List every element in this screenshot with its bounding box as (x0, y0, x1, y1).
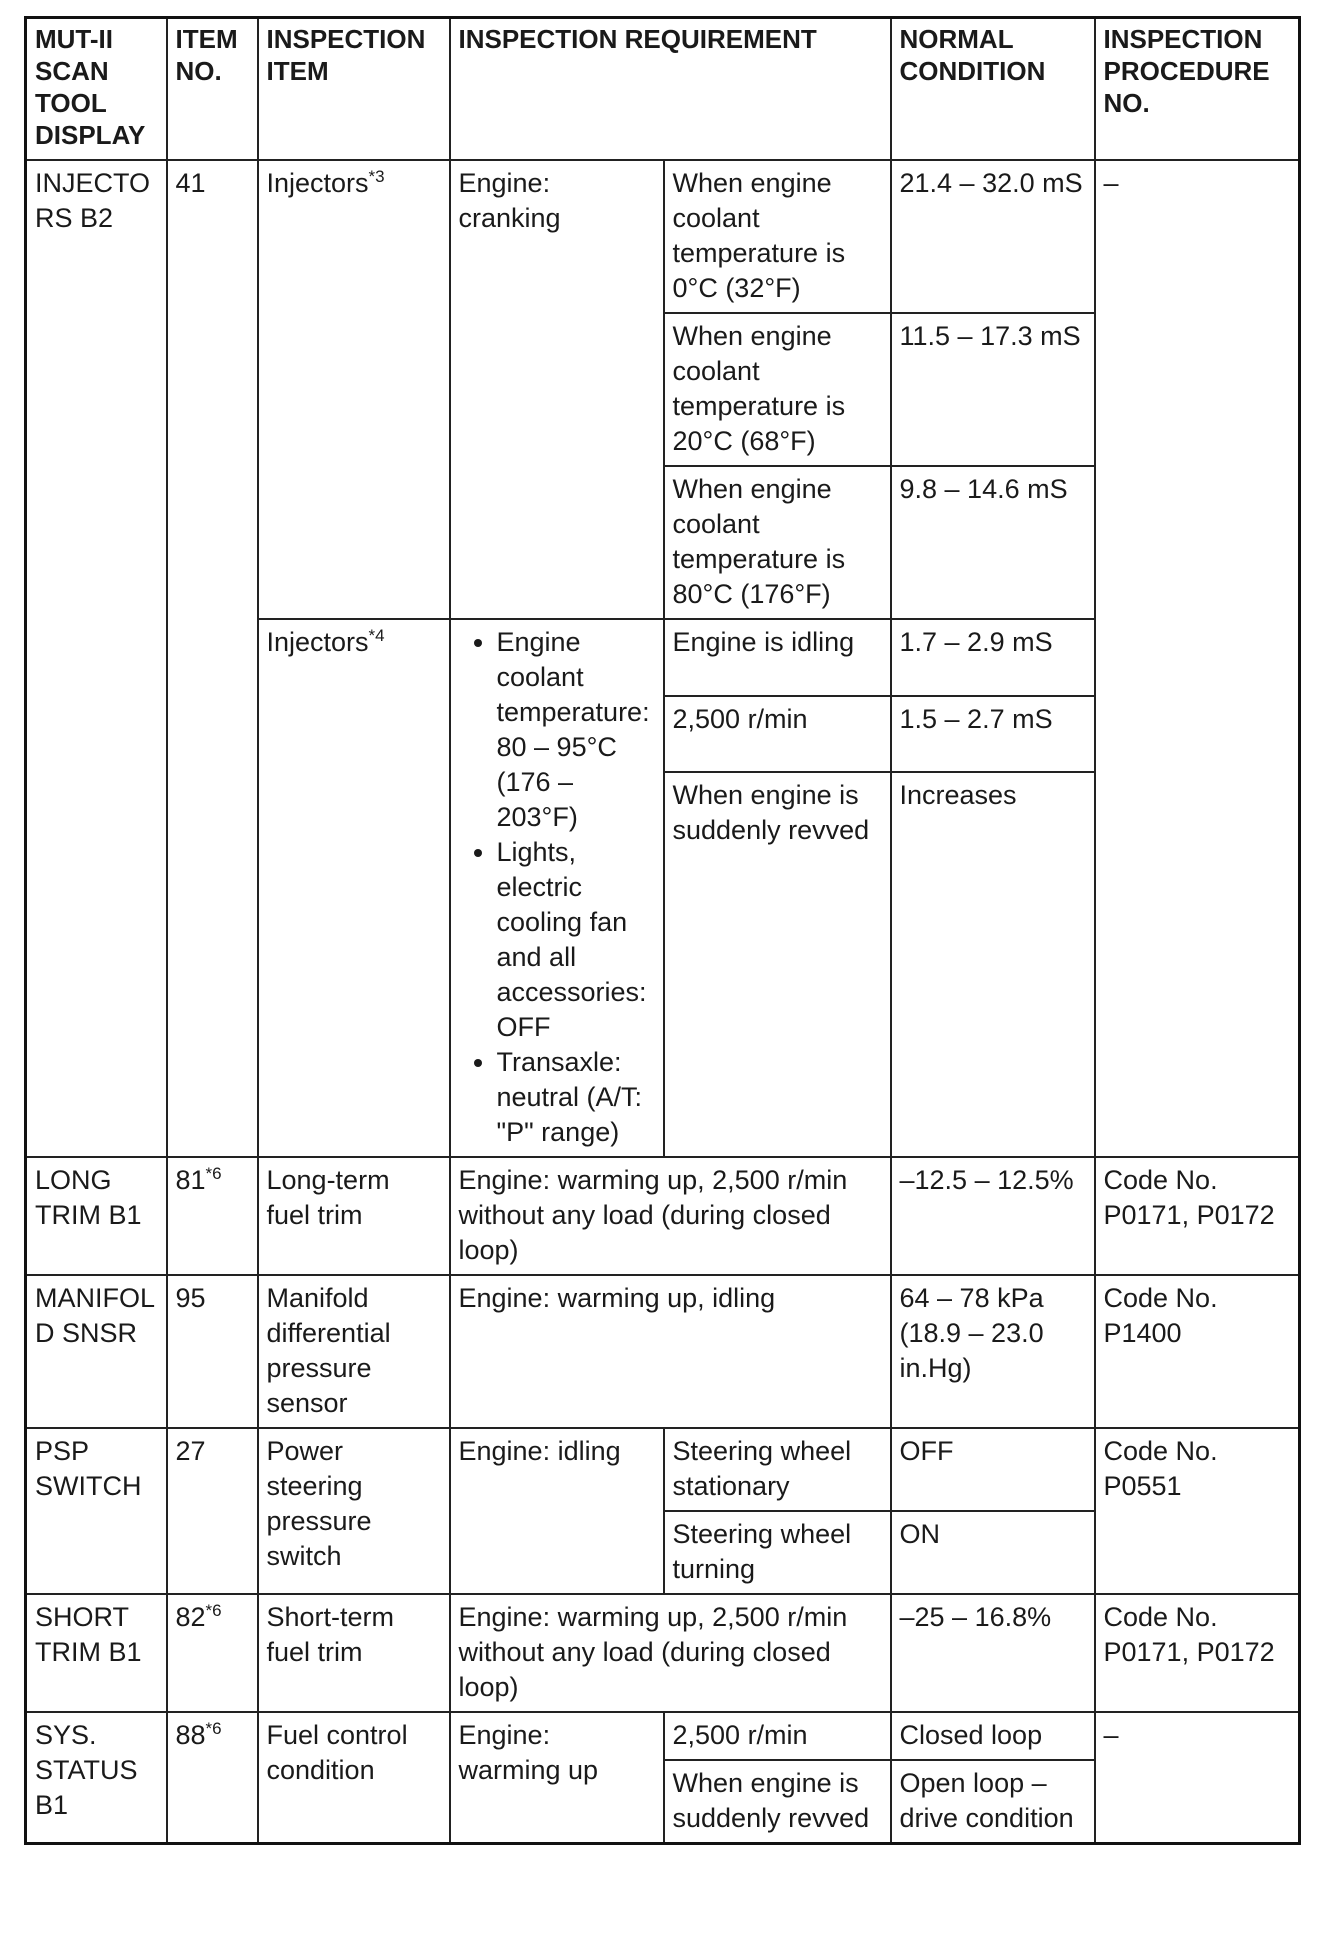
item-cell: Long-term fuel trim (258, 1157, 450, 1275)
item-no-cell (167, 1157, 258, 1275)
footnote-mark: *6 (205, 1719, 222, 1738)
condition-cell: When engine is suddenly revved (664, 1760, 891, 1844)
header-normal-condition: NORMAL CONDITION (891, 18, 1095, 161)
requirement-cell: Engine: warming up, 2,500 r/min without any load (during closed loop) (450, 1157, 891, 1275)
display-cell: SHORT TRIM B1 (26, 1594, 167, 1712)
display-cell: PSP SWITCH (26, 1428, 167, 1594)
item-cell: Short-term fuel trim (258, 1594, 450, 1712)
normal-cell: 1.7 – 2.9 mS (891, 619, 1095, 696)
normal-cell: –12.5 – 12.5% (891, 1157, 1095, 1275)
requirement-cell: Engine: warming up (450, 1712, 664, 1844)
header-requirement: INSPECTION REQUIREMENT (450, 18, 891, 161)
procedure-cell: Code No. P0551 (1095, 1428, 1300, 1594)
inspection-table (24, 16, 1301, 1845)
header-row (26, 18, 1300, 161)
item-text: Injectors (266, 168, 369, 198)
condition-cell: When engine coolant temperature is 20°C (68°F) (664, 313, 891, 466)
table-row (26, 1157, 1300, 1275)
item-no-cell: 41 (167, 160, 258, 1157)
display-cell: MANIFOLD SNSR (26, 1275, 167, 1428)
procedure-cell: Code No. P0171, P0172 (1095, 1157, 1300, 1275)
condition-cell: Steering wheel stationary (664, 1428, 891, 1511)
header-inspection-item: INSPECTION ITEM (258, 18, 450, 161)
requirement-cell: Engine: cranking (450, 160, 664, 619)
header-display: MUT-II SCAN TOOL DISPLAY (26, 18, 167, 161)
display-cell: LONG TRIM B1 (26, 1157, 167, 1275)
condition-cell: Engine is idling (664, 619, 891, 696)
normal-cell: ON (891, 1511, 1095, 1594)
item-cell (258, 160, 450, 619)
requirement-cell: Engine: warming up, 2,500 r/min without any load (during closed loop) (450, 1594, 891, 1712)
list-item: • Lights, electric cooling fan and all accessories: OFF (497, 835, 655, 1045)
requirement-list (459, 625, 655, 1150)
procedure-cell: Code No. P0171, P0172 (1095, 1594, 1300, 1712)
procedure-cell: – (1095, 1712, 1300, 1844)
table-row (26, 1428, 1300, 1511)
condition-cell: 2,500 r/min (664, 1712, 891, 1760)
list-item: • Engine coolant temperature: 80 – 95°C (176 – 203°F) (497, 625, 655, 835)
footnote-mark: *4 (368, 626, 385, 645)
normal-cell: –25 – 16.8% (891, 1594, 1095, 1712)
item-no-text: 81 (175, 1165, 206, 1195)
normal-cell: 11.5 – 17.3 mS (891, 313, 1095, 466)
condition-cell: When engine coolant temperature is 80°C (176°F) (664, 466, 891, 619)
inspection-sheet (24, 16, 1298, 1845)
normal-cell: 9.8 – 14.6 mS (891, 466, 1095, 619)
item-no-cell (167, 1594, 258, 1712)
item-no-cell (167, 1712, 258, 1844)
normal-cell: 1.5 – 2.7 mS (891, 696, 1095, 773)
item-text: Injectors (266, 627, 369, 657)
normal-cell: Increases (891, 772, 1095, 1157)
normal-cell: Open loop – drive condition (891, 1760, 1095, 1844)
requirement-cell (450, 619, 664, 1157)
item-cell (258, 619, 450, 1157)
procedure-cell: Code No. P1400 (1095, 1275, 1300, 1428)
normal-cell: OFF (891, 1428, 1095, 1511)
footnote-mark: *6 (205, 1601, 222, 1620)
table-row (26, 1712, 1300, 1760)
item-no-cell: 95 (167, 1275, 258, 1428)
header-item-no: ITEM NO. (167, 18, 258, 161)
footnote-mark: *6 (205, 1164, 222, 1183)
table-row (26, 1275, 1300, 1428)
display-cell: INJECTORS B2 (26, 160, 167, 1157)
condition-cell: Steering wheel turning (664, 1511, 891, 1594)
procedure-cell: – (1095, 160, 1300, 1157)
display-cell: SYS. STATUS B1 (26, 1712, 167, 1844)
item-no-text: 82 (175, 1602, 206, 1632)
condition-cell: When engine is suddenly revved (664, 772, 891, 1157)
item-no-text: 88 (175, 1720, 206, 1750)
normal-cell: 64 – 78 kPa (18.9 – 23.0 in.Hg) (891, 1275, 1095, 1428)
table-row (26, 160, 1300, 313)
normal-cell: Closed loop (891, 1712, 1095, 1760)
normal-cell: 21.4 – 32.0 mS (891, 160, 1095, 313)
condition-cell: When engine coolant temperature is 0°C (32°F) (664, 160, 891, 313)
header-procedure-no: INSPECTION PROCEDURE NO. (1095, 18, 1300, 161)
list-item: • Transaxle: neutral (A/T: "P" range) (497, 1045, 655, 1150)
item-no-cell: 27 (167, 1428, 258, 1594)
requirement-cell: Engine: warming up, idling (450, 1275, 891, 1428)
footnote-mark: *3 (368, 167, 385, 186)
item-cell: Fuel control condition (258, 1712, 450, 1844)
condition-cell: 2,500 r/min (664, 696, 891, 773)
requirement-cell: Engine: idling (450, 1428, 664, 1594)
item-cell: Manifold differential pressure sensor (258, 1275, 450, 1428)
table-row (26, 1594, 1300, 1712)
item-cell: Power steering pressure switch (258, 1428, 450, 1594)
